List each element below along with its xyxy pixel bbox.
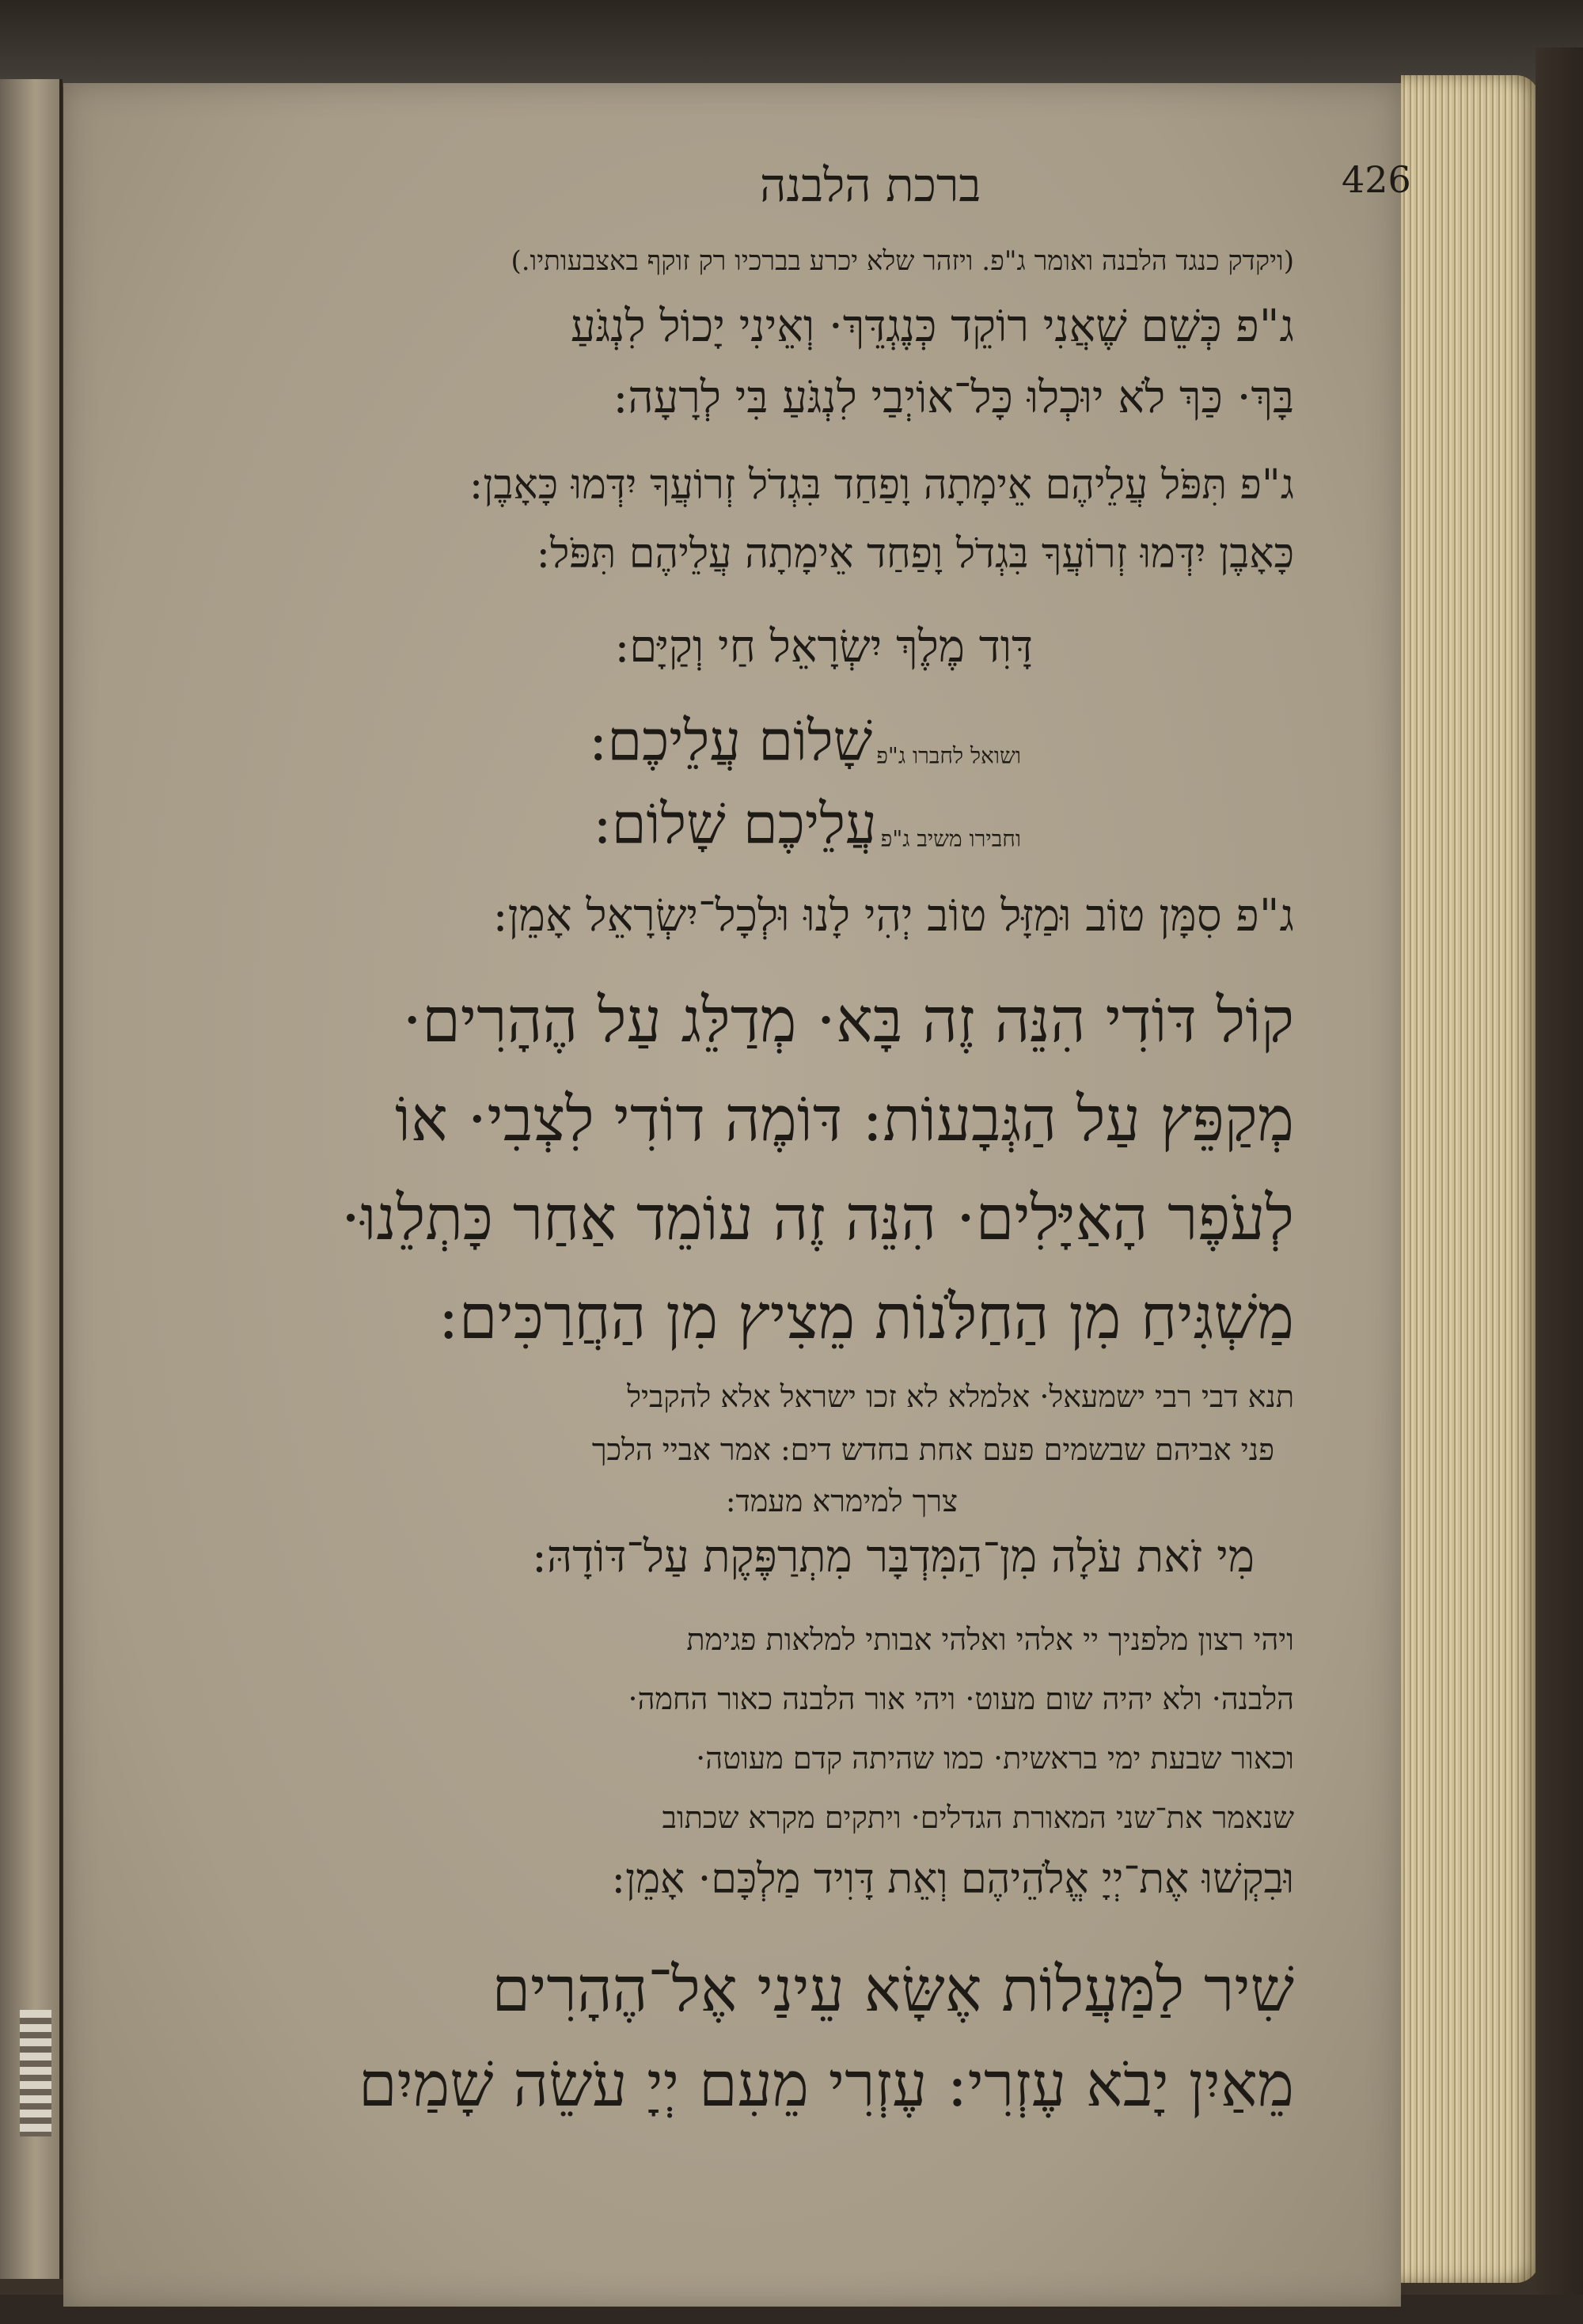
psalm-line: שִׁיר לַמַּעֲלוֹת אֶשָּׂא עֵינַי אֶל־הֶהָרִים xyxy=(492,1954,1294,2026)
greeting-text: שָׁלוֹם עֲלֵיכֶם: xyxy=(588,708,873,773)
verse-line: ג"פ סִמָּן טוֹב וּמַזָּל טוֹב יְהִי לָנוּ וּלְכָל־יִשְׂרָאֵל אָמֵן: xyxy=(492,890,1294,942)
verse-line: וּבִקְשׁוּ אֶת־יְיָ אֱלֹהֵיהֶם וְאֵת דָּוִיד מַלְכָּם· אָמֵן: xyxy=(611,1856,1294,1903)
verse-line: ג"פ כְּשֵׁם שֶׁאֲנִי רוֹקֵד כְּנֶגְדֵּךְ· וְאֵינִי יָכוֹל לִנְגֹּעַ xyxy=(570,301,1294,352)
song-line: מְקַפֵּץ עַל הַגְּבָעוֹת: דּוֹמֶה דוֹדִי לִצְבִי· אוֹ xyxy=(395,1084,1294,1155)
text-line: שנאמר את־שני המאורת הגדלים· ויתקים מקרא שכתוב xyxy=(662,1800,1294,1835)
greeting-note: ושואל לחברו ג"פ xyxy=(876,742,1021,769)
text-line: הלבנה· ולא יהיה שום מעוט· ויהי אור הלבנה כאור החמה· xyxy=(628,1681,1294,1716)
page-header xyxy=(245,158,1411,222)
book-cover-right xyxy=(1536,47,1583,2324)
psalm-line: מֵאַיִן יָבֹא עֶזְרִי: עֶזְרִי מֵעִם יְיָ עֹשֵׂה שָׁמַיִם xyxy=(358,2049,1294,2121)
response-line xyxy=(593,791,1021,857)
text-line: צרך למימרא מעמד: xyxy=(725,1484,958,1518)
left-page-edge xyxy=(0,79,63,2279)
song-line: מַשְׁגִּיחַ מִן הַחַלֹּנוֹת מֵצִיץ מִן הַחֲרַכִּים: xyxy=(438,1282,1294,1353)
running-title: ברכת הלבנה xyxy=(760,158,981,212)
verse-line: דָּוִד מֶלֶךְ יִשְׂרָאֵל חַי וְקַיָּם: xyxy=(614,621,1033,673)
text-line: וכאור שבעת ימי בראשית· כמו שהיתה קדם מעוטה· xyxy=(696,1741,1294,1776)
verse-line: בָּךְ· כַּךְ לֹא יוּכְלוּ כָּל־אוֹיְבַי לִנְגֹּעַ בִּי לְרָעָה: xyxy=(613,372,1294,423)
greeting-line xyxy=(589,708,1021,774)
instruction-note: (ויקדק כנגד הלבנה ואומר ג"פ. ויזהר שלא יכרע בברכיו רק זוקף באצבעותיו.) xyxy=(511,245,1294,277)
text-line: פני אביהם שבשמים פעם אחת בחדש דים: אמר אביי הלכך xyxy=(591,1432,1274,1467)
page-edges xyxy=(1401,75,1539,2283)
song-line: לְעֹפֶר הָאַיָּלִים· הִנֵּה זֶה עוֹמֵד אַחַר כָּתְלֵנוּ· xyxy=(340,1183,1294,1254)
text-line: תנא דבי רבי ישמעאל· אלמלא לא זכו ישראל אלא להקביל xyxy=(627,1379,1294,1414)
page-content xyxy=(63,83,1411,2307)
response-note: וחבירו משיב ג"פ xyxy=(880,825,1021,852)
verse-line: ג"פ תִּפֹּל עֲלֵיהֶם אֵימָתָה וָפַחַד בִּגְדֹל זְרוֹעֲךָ יִדְּמוּ כָּאָבֶן: xyxy=(469,461,1294,509)
page-number: 426 xyxy=(1342,158,1411,201)
book-page xyxy=(63,83,1411,2307)
response-text: עֲלֵיכֶם שָׁלוֹם: xyxy=(593,791,877,856)
binding-label xyxy=(20,2010,51,2136)
verse-line: כָּאָבֶן יִדְּמוּ זְרוֹעֲךָ בִּגְדֹל וָפַחַד אֵימָתָה עֲלֵיהֶם תִּפֹּל: xyxy=(536,530,1294,578)
book-cover-top xyxy=(0,0,1583,87)
text-line: ויהי רצון מלפניך יי אלהי ואלהי אבותי למלאות פגימת xyxy=(686,1622,1294,1657)
song-line: קוֹל דּוֹדִי הִנֵּה זֶה בָּא· מְדַלֵּג עַל הֶהָרִים· xyxy=(402,985,1294,1056)
verse-line: מִי זֹאת עֹלָה מִן־הַמִּדְבָּר מִתְרַפֶּקֶת עַל־דּוֹדָהּ: xyxy=(531,1531,1255,1583)
